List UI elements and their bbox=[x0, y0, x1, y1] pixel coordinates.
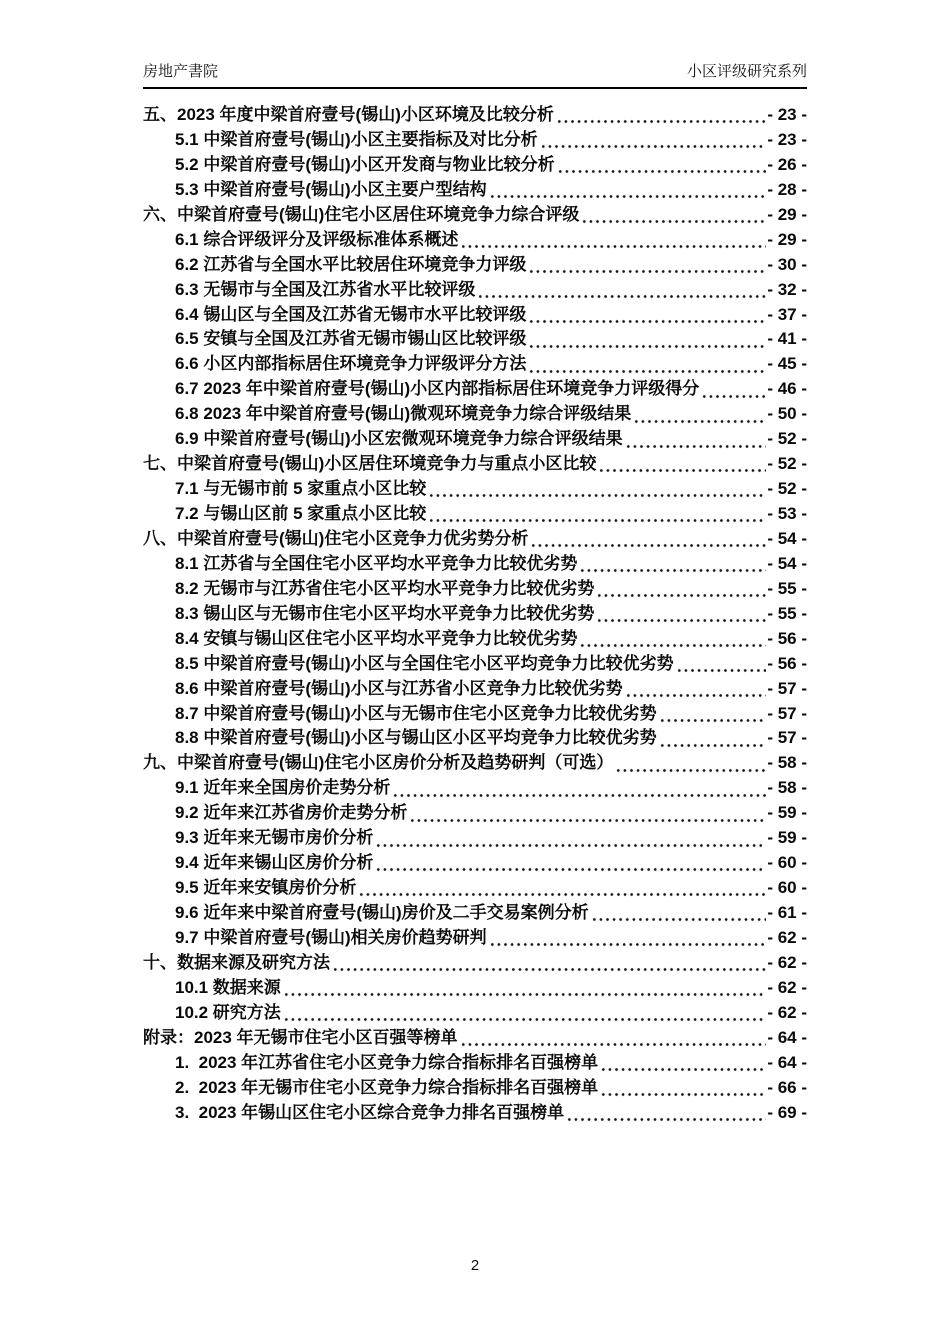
toc-entry[interactable] bbox=[143, 976, 807, 1001]
toc-dot-leader bbox=[528, 327, 766, 352]
toc-entry[interactable] bbox=[143, 602, 807, 627]
toc-dot-leader bbox=[392, 776, 766, 801]
toc-dot-leader bbox=[540, 128, 767, 153]
toc-page-number: - 64 - bbox=[767, 1052, 807, 1072]
header-left-text: 房地产書院 bbox=[143, 63, 219, 80]
toc-dot-leader bbox=[579, 552, 766, 577]
toc-entry-label: 8.3 锡山区与无锡市住宅小区平均水平竞争力比较优劣势 bbox=[175, 603, 595, 623]
toc-entry-label: 6.9 中梁首府壹号(锡山)小区宏微观环境竞争力综合评级结果 bbox=[175, 429, 623, 449]
toc-page-number: - 62 - bbox=[767, 1002, 807, 1022]
toc-entry[interactable] bbox=[143, 702, 807, 727]
toc-entry-label: 1. 2023 年江苏省住宅小区竞争力综合指标排名百强榜单 bbox=[175, 1052, 599, 1072]
toc-entry-label: 9.6 近年来中梁首府壹号(锡山)房价及二手交易案例分析 bbox=[175, 903, 589, 922]
toc-entry-label: 3. 2023 年锡山区住宅小区综合竞争力排名百强榜单 bbox=[175, 1102, 565, 1122]
toc-entry-label: 6.3 无锡市与全国及江苏省水平比较评级 bbox=[175, 279, 476, 299]
toc-page-number: - 29 - bbox=[767, 229, 807, 249]
toc-dot-leader bbox=[530, 527, 766, 552]
toc-dot-leader bbox=[600, 1076, 766, 1101]
toc-entry-label: 附录：2023 年无锡市住宅小区百强等榜单 bbox=[143, 1027, 458, 1047]
toc-entry[interactable] bbox=[143, 303, 807, 328]
toc-entry[interactable] bbox=[143, 926, 807, 951]
toc-entry-label: 10.1 数据来源 bbox=[175, 977, 281, 997]
toc-page-number: - 55 - bbox=[767, 578, 807, 598]
toc-entry-label: 九、中梁首府壹号(锡山)住宅小区房价分析及趋势研判（可选） bbox=[143, 753, 614, 773]
toc-dot-leader bbox=[579, 627, 766, 652]
toc-entry[interactable] bbox=[143, 1076, 807, 1101]
toc-entry[interactable] bbox=[143, 327, 807, 352]
toc-page-number: - 60 - bbox=[767, 878, 807, 898]
toc-entry-label: 5.2 中梁首府壹号(锡山)小区开发商与物业比较分析 bbox=[175, 154, 555, 174]
toc-page-number: - 66 - bbox=[767, 1077, 807, 1097]
toc-entry[interactable] bbox=[143, 1051, 807, 1076]
toc-page-number: - 64 - bbox=[767, 1027, 807, 1047]
toc-entry[interactable] bbox=[143, 1026, 807, 1051]
toc-entry[interactable] bbox=[143, 552, 807, 577]
toc-entry[interactable] bbox=[143, 826, 807, 851]
toc-entry[interactable] bbox=[143, 427, 807, 452]
toc-entry-label: 8.5 中梁首府壹号(锡山)小区与全国住宅小区平均竞争力比较优劣势 bbox=[175, 653, 674, 673]
toc-entry-label: 9.7 中梁首府壹号(锡山)相关房价趋势研判 bbox=[175, 927, 487, 947]
header-rule bbox=[143, 87, 807, 89]
toc-entry-label: 6.7 2023 年中梁首府壹号(锡山)小区内部指标居住环境竞争力评级得分 bbox=[175, 379, 700, 399]
toc-dot-leader bbox=[528, 352, 766, 377]
toc-page-number: - 23 - bbox=[767, 129, 807, 149]
toc-page-number: - 37 - bbox=[767, 304, 807, 324]
toc-entry-label: 5.1 中梁首府壹号(锡山)小区主要指标及对比分析 bbox=[175, 129, 538, 149]
table-of-contents bbox=[143, 103, 807, 1125]
toc-dot-leader bbox=[633, 402, 766, 427]
toc-dot-leader bbox=[591, 901, 767, 926]
toc-entry[interactable] bbox=[143, 178, 807, 203]
toc-entry[interactable] bbox=[143, 652, 807, 677]
toc-dot-leader bbox=[428, 502, 766, 527]
page-footer bbox=[0, 1256, 950, 1276]
toc-entry[interactable] bbox=[143, 876, 807, 901]
header-right-text: 小区评级研究系列 bbox=[686, 63, 807, 80]
toc-entry[interactable] bbox=[143, 203, 807, 228]
toc-entry[interactable] bbox=[143, 228, 807, 253]
toc-entry[interactable] bbox=[143, 726, 807, 751]
toc-page-number: - 57 - bbox=[767, 728, 807, 748]
toc-dot-leader bbox=[625, 427, 767, 452]
page-header bbox=[143, 62, 807, 82]
toc-entry-label: 8.2 无锡市与江苏省住宅小区平均水平竞争力比较优劣势 bbox=[175, 578, 595, 598]
toc-entry[interactable] bbox=[143, 402, 807, 427]
toc-entry-label: 6.8 2023 年中梁首府壹号(锡山)微观环境竞争力综合评级结果 bbox=[175, 404, 632, 424]
toc-page-number: - 54 - bbox=[767, 553, 807, 573]
toc-entry[interactable] bbox=[143, 352, 807, 377]
toc-page-number: - 50 - bbox=[767, 404, 807, 424]
toc-page-number: - 56 - bbox=[767, 628, 807, 648]
toc-entry[interactable] bbox=[143, 253, 807, 278]
toc-dot-leader bbox=[676, 652, 767, 677]
toc-page-number: - 30 - bbox=[767, 254, 807, 274]
toc-dot-leader bbox=[566, 1101, 766, 1126]
toc-entry-label: 9.1 近年来全国房价走势分析 bbox=[175, 778, 391, 798]
toc-dot-leader bbox=[598, 452, 766, 477]
toc-dot-leader bbox=[625, 677, 767, 702]
toc-entry-label: 8.7 中梁首府壹号(锡山)小区与无锡市住宅小区竞争力比较优劣势 bbox=[175, 703, 657, 723]
toc-dot-leader bbox=[581, 203, 766, 228]
toc-page-number: - 53 - bbox=[767, 504, 807, 523]
toc-page-number: - 61 - bbox=[767, 903, 807, 922]
toc-dot-leader bbox=[283, 1001, 767, 1026]
toc-entry-label: 10.2 研究方法 bbox=[175, 1002, 281, 1022]
toc-entry-label: 8.4 安镇与锡山区住宅小区平均水平竞争力比较优劣势 bbox=[175, 628, 578, 648]
toc-page-number: - 41 - bbox=[767, 329, 807, 349]
toc-page-number: - 62 - bbox=[767, 952, 807, 972]
toc-dot-leader bbox=[489, 178, 767, 203]
toc-page-number: - 58 - bbox=[767, 753, 807, 773]
toc-dot-leader bbox=[596, 577, 766, 602]
toc-dot-leader bbox=[528, 303, 766, 328]
toc-entry-label: 8.6 中梁首府壹号(锡山)小区与江苏省小区竞争力比较优劣势 bbox=[175, 678, 623, 698]
toc-entry[interactable] bbox=[143, 577, 807, 602]
toc-page-number: - 62 - bbox=[767, 977, 807, 997]
toc-dot-leader bbox=[428, 477, 766, 502]
toc-page-number: - 32 - bbox=[767, 279, 807, 299]
toc-entry[interactable] bbox=[143, 377, 807, 402]
toc-dot-leader bbox=[460, 1026, 767, 1051]
toc-entry[interactable] bbox=[143, 527, 807, 552]
toc-entry-label: 7.2 与锡山区前 5 家重点小区比较 bbox=[175, 504, 427, 523]
toc-page-number: - 57 - bbox=[767, 703, 807, 723]
toc-entry-label: 6.4 锡山区与全国及江苏省无锡市水平比较评级 bbox=[175, 304, 527, 324]
toc-page-number: - 59 - bbox=[767, 803, 807, 823]
toc-entry[interactable] bbox=[143, 128, 807, 153]
toc-entry-label: 五、2023 年度中梁首府壹号(锡山)小区环境及比较分析 bbox=[143, 105, 554, 124]
toc-page-number: - 60 - bbox=[767, 853, 807, 873]
toc-dot-leader bbox=[477, 278, 766, 303]
toc-page-number: - 59 - bbox=[767, 828, 807, 848]
toc-entry[interactable] bbox=[143, 502, 807, 527]
toc-entry[interactable] bbox=[143, 278, 807, 303]
toc-entry[interactable] bbox=[143, 901, 807, 926]
toc-page-number: - 69 - bbox=[767, 1102, 807, 1122]
toc-entry-label: 6.6 小区内部指标居住环境竞争力评级评分方法 bbox=[175, 354, 527, 374]
toc-page-number: - 57 - bbox=[767, 678, 807, 698]
toc-entry-label: 9.5 近年来安镇房价分析 bbox=[175, 878, 357, 898]
toc-entry[interactable] bbox=[143, 103, 807, 128]
toc-entry[interactable] bbox=[143, 776, 807, 801]
toc-dot-leader bbox=[358, 876, 766, 901]
toc-page-number: - 46 - bbox=[767, 379, 807, 399]
toc-page-number: - 54 - bbox=[767, 528, 807, 548]
toc-dot-leader bbox=[659, 726, 767, 751]
toc-entry-label: 9.2 近年来江苏省房价走势分析 bbox=[175, 803, 408, 823]
toc-dot-leader bbox=[701, 377, 766, 402]
toc-entry-label: 5.3 中梁首府壹号(锡山)小区主要户型结构 bbox=[175, 179, 487, 199]
toc-entry-label: 2. 2023 年无锡市住宅小区竞争力综合指标排名百强榜单 bbox=[175, 1077, 599, 1097]
toc-page-number: - 56 - bbox=[767, 653, 807, 673]
toc-dot-leader bbox=[283, 976, 767, 1001]
toc-dot-leader bbox=[596, 602, 766, 627]
toc-entry-label: 十、数据来源及研究方法 bbox=[143, 952, 330, 972]
toc-entry-label: 8.1 江苏省与全国住宅小区平均水平竞争力比较优劣势 bbox=[175, 553, 578, 573]
toc-entry[interactable] bbox=[143, 677, 807, 702]
toc-dot-leader bbox=[409, 801, 766, 826]
toc-dot-leader bbox=[332, 951, 766, 976]
toc-page-number: - 45 - bbox=[767, 354, 807, 374]
toc-page-number: - 29 - bbox=[767, 204, 807, 224]
toc-page-number: - 52 - bbox=[767, 479, 807, 499]
toc-page-number: - 62 - bbox=[767, 927, 807, 947]
toc-entry-label: 9.3 近年来无锡市房价分析 bbox=[175, 828, 374, 848]
toc-page-number: - 26 - bbox=[767, 154, 807, 174]
toc-entry[interactable] bbox=[143, 477, 807, 502]
toc-dot-leader bbox=[600, 1051, 766, 1076]
toc-dot-leader bbox=[557, 153, 767, 178]
toc-dot-leader bbox=[460, 228, 766, 253]
toc-entry-label: 八、中梁首府壹号(锡山)住宅小区竞争力优劣势分析 bbox=[143, 528, 529, 548]
toc-page-number: - 52 - bbox=[767, 429, 807, 449]
toc-dot-leader bbox=[489, 926, 767, 951]
toc-entry-label: 7.1 与无锡市前 5 家重点小区比较 bbox=[175, 479, 427, 499]
toc-entry[interactable] bbox=[143, 851, 807, 876]
toc-dot-leader bbox=[375, 826, 766, 851]
toc-dot-leader bbox=[659, 702, 767, 727]
toc-page-number: - 55 - bbox=[767, 603, 807, 623]
toc-entry-label: 9.4 近年来锡山区房价分析 bbox=[175, 853, 374, 873]
toc-page-number: - 58 - bbox=[767, 778, 807, 798]
toc-entry[interactable] bbox=[143, 452, 807, 477]
toc-entry-label: 8.8 中梁首府壹号(锡山)小区与锡山区小区平均竞争力比较优劣势 bbox=[175, 728, 657, 748]
toc-entry[interactable] bbox=[143, 153, 807, 178]
toc-entry[interactable] bbox=[143, 801, 807, 826]
toc-entry-label: 6.5 安镇与全国及江苏省无锡市锡山区比较评级 bbox=[175, 329, 527, 349]
toc-dot-leader bbox=[556, 103, 766, 128]
toc-entry[interactable] bbox=[143, 951, 807, 976]
toc-dot-leader bbox=[528, 253, 766, 278]
toc-entry[interactable] bbox=[143, 627, 807, 652]
toc-entry-label: 6.2 江苏省与全国水平比较居住环境竞争力评级 bbox=[175, 254, 527, 274]
toc-entry[interactable] bbox=[143, 1001, 807, 1026]
toc-entry-label: 六、中梁首府壹号(锡山)住宅小区居住环境竞争力综合评级 bbox=[143, 204, 580, 224]
toc-entry[interactable] bbox=[143, 1101, 807, 1126]
toc-page-number: - 23 - bbox=[767, 105, 807, 124]
toc-page-number: - 52 - bbox=[767, 454, 807, 474]
toc-entry[interactable] bbox=[143, 751, 807, 776]
toc-entry-label: 6.1 综合评级评分及评级标准体系概述 bbox=[175, 229, 459, 249]
page-number: 2 bbox=[470, 1257, 480, 1274]
toc-page-number: - 28 - bbox=[767, 179, 807, 199]
toc-dot-leader bbox=[615, 751, 766, 776]
toc-dot-leader bbox=[375, 851, 766, 876]
toc-entry-label: 七、中梁首府壹号(锡山)小区居住环境竞争力与重点小区比较 bbox=[143, 454, 597, 474]
